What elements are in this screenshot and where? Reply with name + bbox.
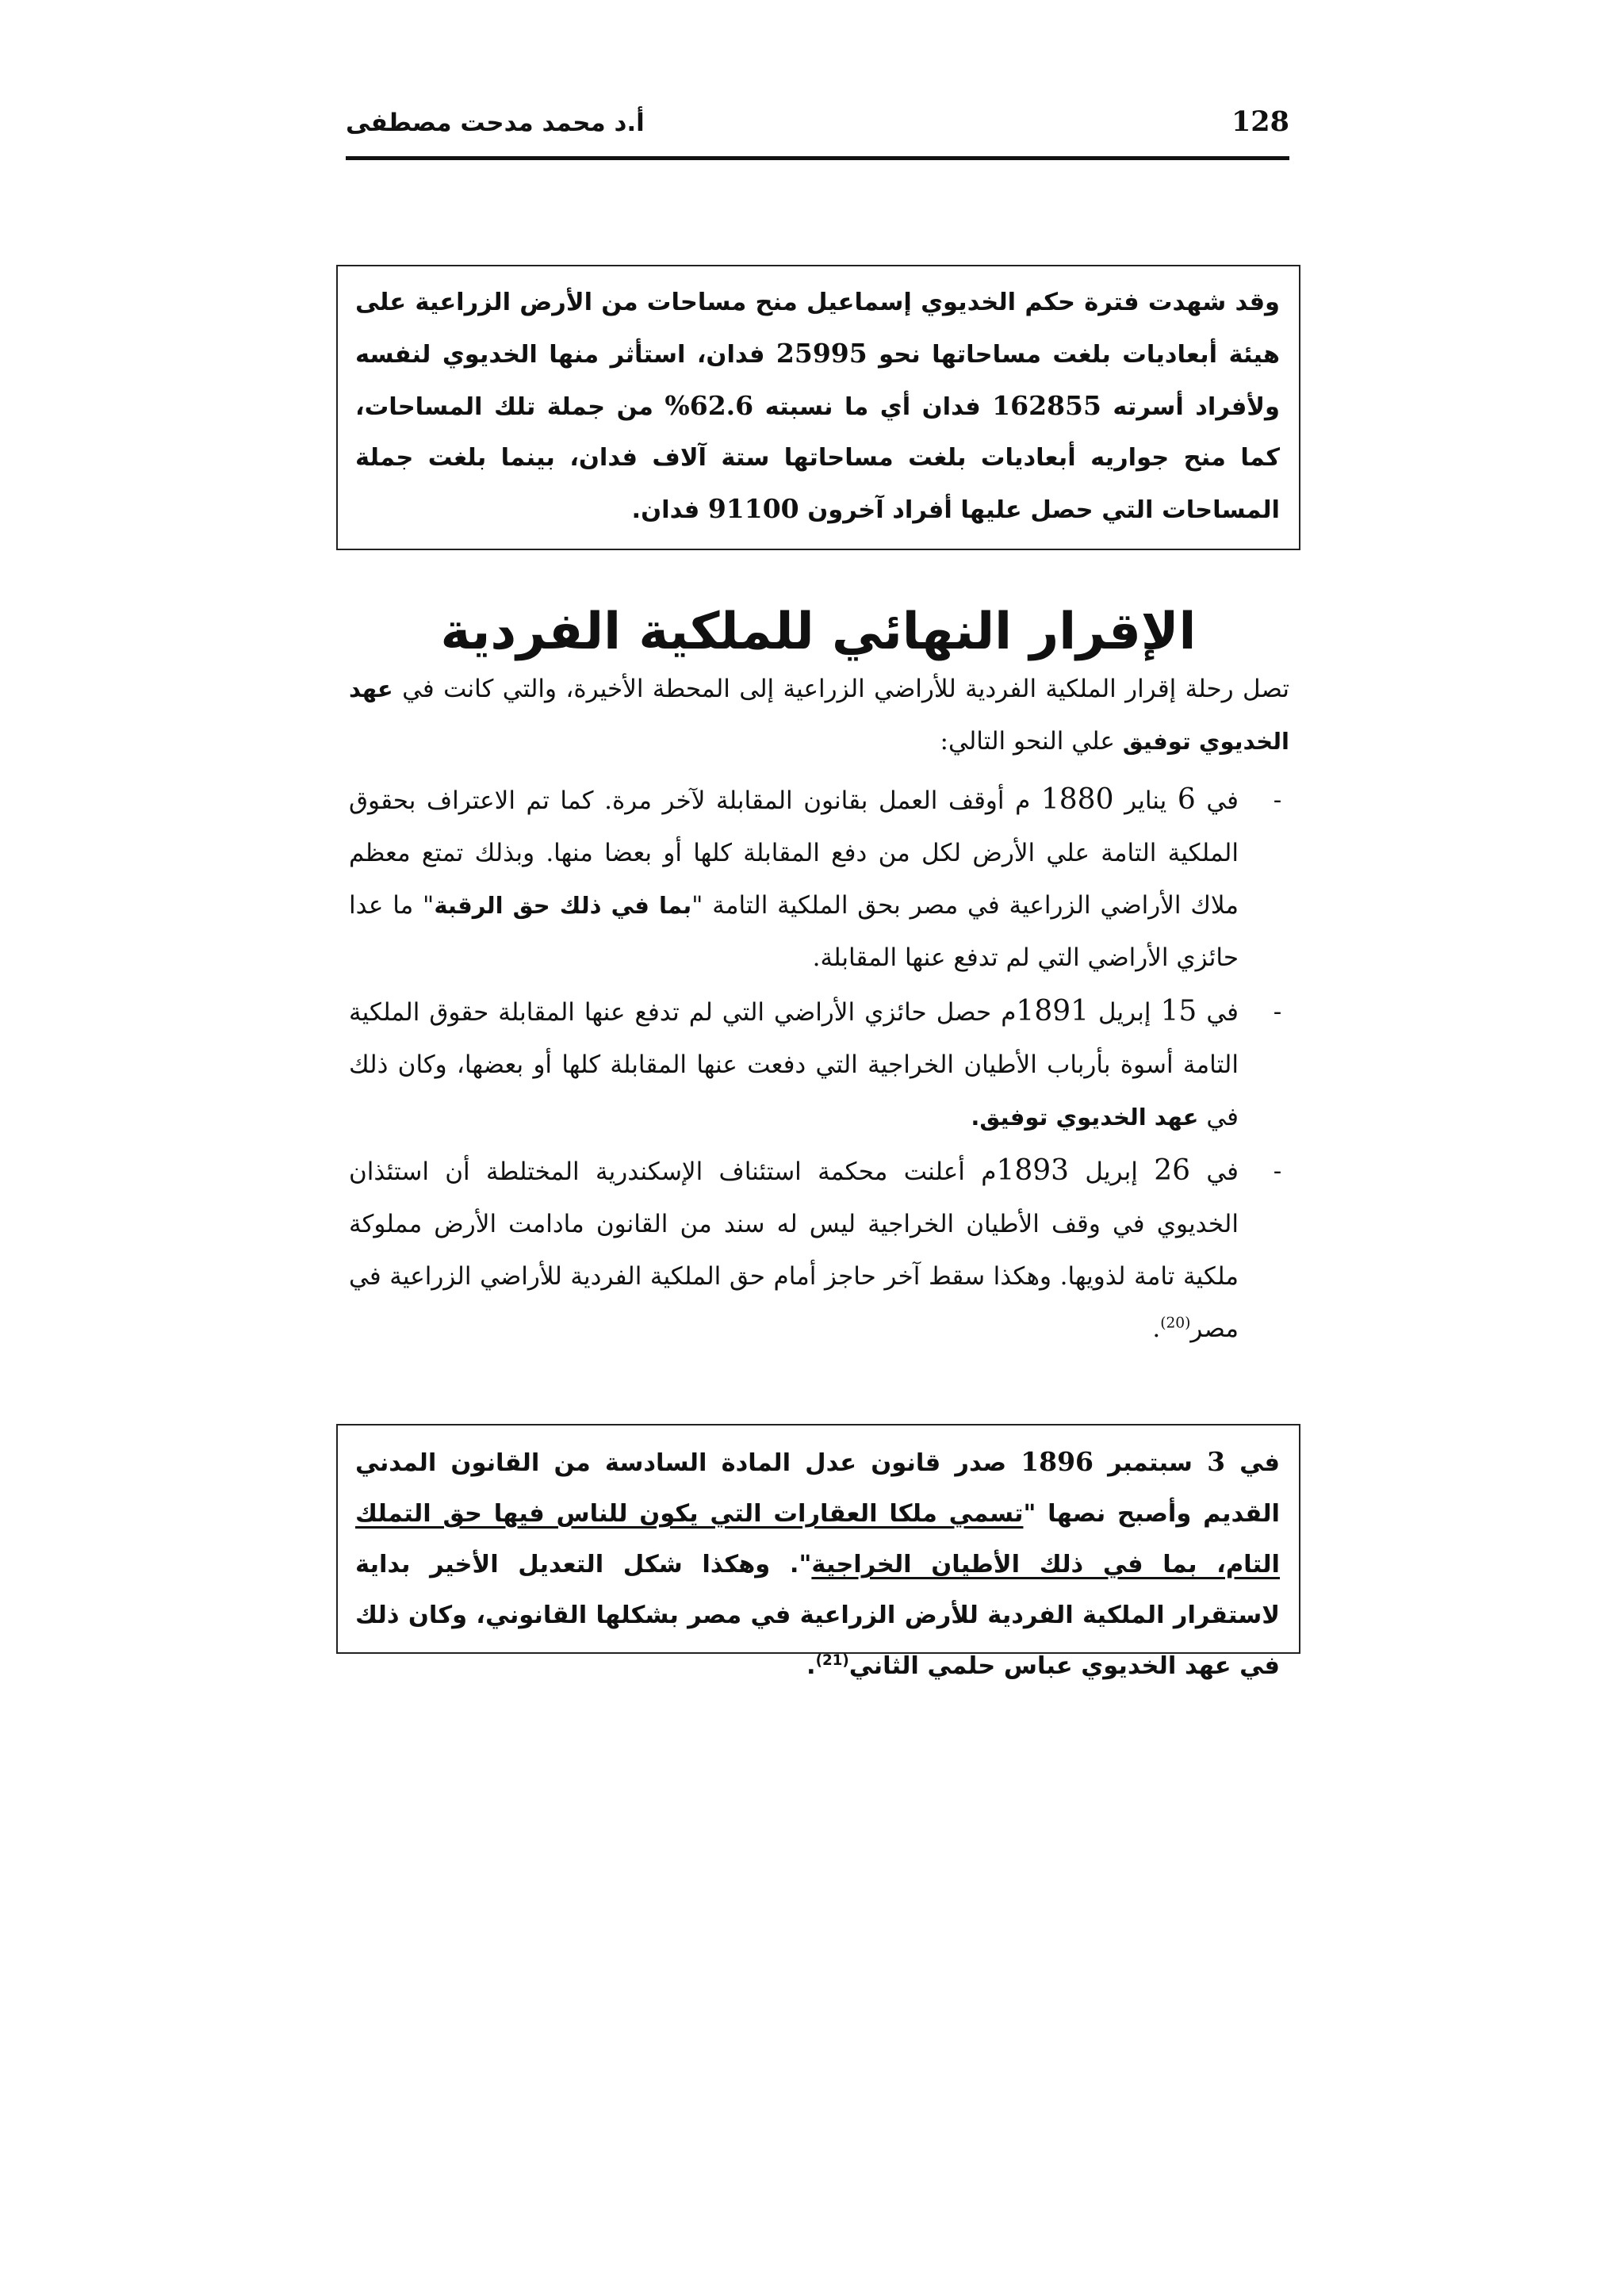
bullet-dash: - [1273, 786, 1282, 814]
box1-paragraph [355, 277, 1280, 536]
box1-percent: 62.6% [665, 390, 754, 421]
bullet-year: 1880 [1040, 783, 1114, 816]
section-heading: الإقرار النهائي للملكية الفردية [440, 603, 1197, 661]
bullet-text: في [1190, 1158, 1239, 1186]
bullet-text: م أوقف العمل بقانون المقابلة لآخر مرة. كما تم الاعتراف بحقوق الملكية التامة علي الأرض لكل من دفع المقابلة كلها أو بعضا منها. وبذلك تمتع معظم ملاك الأراضي الزراعية في مصر بحق الملكية التامة " [349, 786, 1239, 920]
box1-text: وقد شهدت فترة حكم الخديوي إسماعيل منح مساحات من الأرض الزراعية على هيئة [355, 289, 1281, 369]
bullet-dash: - [1273, 997, 1282, 1026]
summary-box-1896-law [336, 1424, 1300, 1680]
intro-text: علي النحو التالي: [940, 727, 1123, 756]
bullet-text: في [1197, 998, 1239, 1027]
bullet-year: 1893 [996, 1154, 1070, 1187]
box1-text: من جملة تلك المساحات، كما منح جواريه [355, 393, 1280, 472]
page-header [346, 99, 1289, 160]
footnote-ref: (20) [1160, 1314, 1191, 1332]
box1-number: 25995 [776, 338, 868, 369]
list-item [349, 985, 1289, 1143]
box1-text: فدان. [631, 496, 708, 524]
bullet-year: 1891 [1016, 995, 1090, 1027]
bullet-bold-text: بما في ذلك حق الرقبة [434, 892, 692, 919]
box2-quote: تسمي ملكا العقارات التي يكون للناس فيها حق التملك التام، بما في ذلك الأطيان الخراجية [355, 1500, 1280, 1578]
bullet-text: إبريل [1089, 998, 1161, 1027]
bullet-list [349, 774, 1289, 1355]
intro-text: تصل رحلة إقرار الملكية الفردية للأراضي الزراعية إلى المحطة الأخيرة، والتي كانت في [402, 675, 1289, 703]
bullet-text: " ما عدا حائزي الأراضي التي لم تدفع عنها المقابلة. [349, 891, 1239, 972]
bullet-text: م أعلنت محكمة استئناف الإسكندرية المختلطة أن استئذان الخديوي في وقف الأطيان الخراجية ليس له سند من القانون مادامت الأرض مملوكة ملكية تامة لذويها. وهكذا سقط آخر حاجز أمام حق الملكية الفردية للأراضي الزراعية في مصر [349, 1158, 1239, 1343]
bullet-text: م حصل حائزي الأراضي التي لم تدفع عنها المقابلة حقوق الملكية التامة أسوة بأرباب الأطيان الخراجية التي دفعت عنها المقابلة كلها أو بعضها، وكان ذلك في [349, 998, 1239, 1131]
box1-text: فدان أي ما نسبته [753, 393, 993, 421]
box2-text: صدر قانون عدل المادة السادسة من القانون المدني القديم وأصبح نصها " [355, 1449, 1280, 1528]
box1-number: 91100 [707, 493, 799, 524]
page-number: 128 [1231, 105, 1289, 138]
box2-paragraph [355, 1437, 1280, 1692]
box2-number: 3 [1207, 1446, 1226, 1477]
bullet-text: . [1152, 1314, 1161, 1343]
box1-text: أفراد آخرون [799, 496, 952, 524]
bullet-bold-text: عهد الخديوي توفيق [979, 1104, 1199, 1131]
bullet-date: 6 [1177, 783, 1196, 816]
list-item [349, 774, 1289, 984]
box2-text: سبتمبر [1094, 1449, 1208, 1477]
bullet-text: في [1195, 786, 1239, 815]
footnote-ref: (21) [815, 1651, 849, 1669]
bullet-text: إبريل [1069, 1158, 1155, 1186]
bullet-date: 26 [1154, 1154, 1190, 1187]
box2-text: . [806, 1652, 816, 1680]
bullet-date: 15 [1160, 995, 1197, 1027]
box2-text: في [1225, 1449, 1280, 1477]
author-name: أ.د محمد مدحت مصطفى [346, 109, 645, 137]
box2-text: ". وهكذا شكل التعديل الأخير بداية لاستقرار الملكية الفردية للأرض الزراعية في مصر بشكلها القانوني، وكان ذلك في عهد الخديوي عباس حلمي الثاني [355, 1551, 1280, 1680]
box1-text: أبعاديات بلغت مساحاتها نحو [867, 341, 1218, 369]
box1-text: أبعاديات بلغت مساحاتها ستة آلاف فدان، بينما بلغت جملة المساحات التي حصل عليها [355, 444, 1280, 524]
summary-box-khedive-ismail [336, 265, 1300, 550]
box1-number: 162855 [992, 390, 1101, 421]
box1-text: فدان، استأثر منها الخديوي لنفسه ولأفراد أسرته [355, 341, 1280, 421]
box2-year: 1896 [1021, 1446, 1094, 1477]
list-item [349, 1145, 1289, 1355]
intro-paragraph [349, 663, 1289, 767]
bullet-text: يناير [1113, 786, 1178, 815]
bullet-dash: - [1273, 1157, 1282, 1185]
bullet-text: . [971, 1104, 980, 1131]
intro-bold-text: عهد الخديوي توفيق [349, 675, 1289, 755]
